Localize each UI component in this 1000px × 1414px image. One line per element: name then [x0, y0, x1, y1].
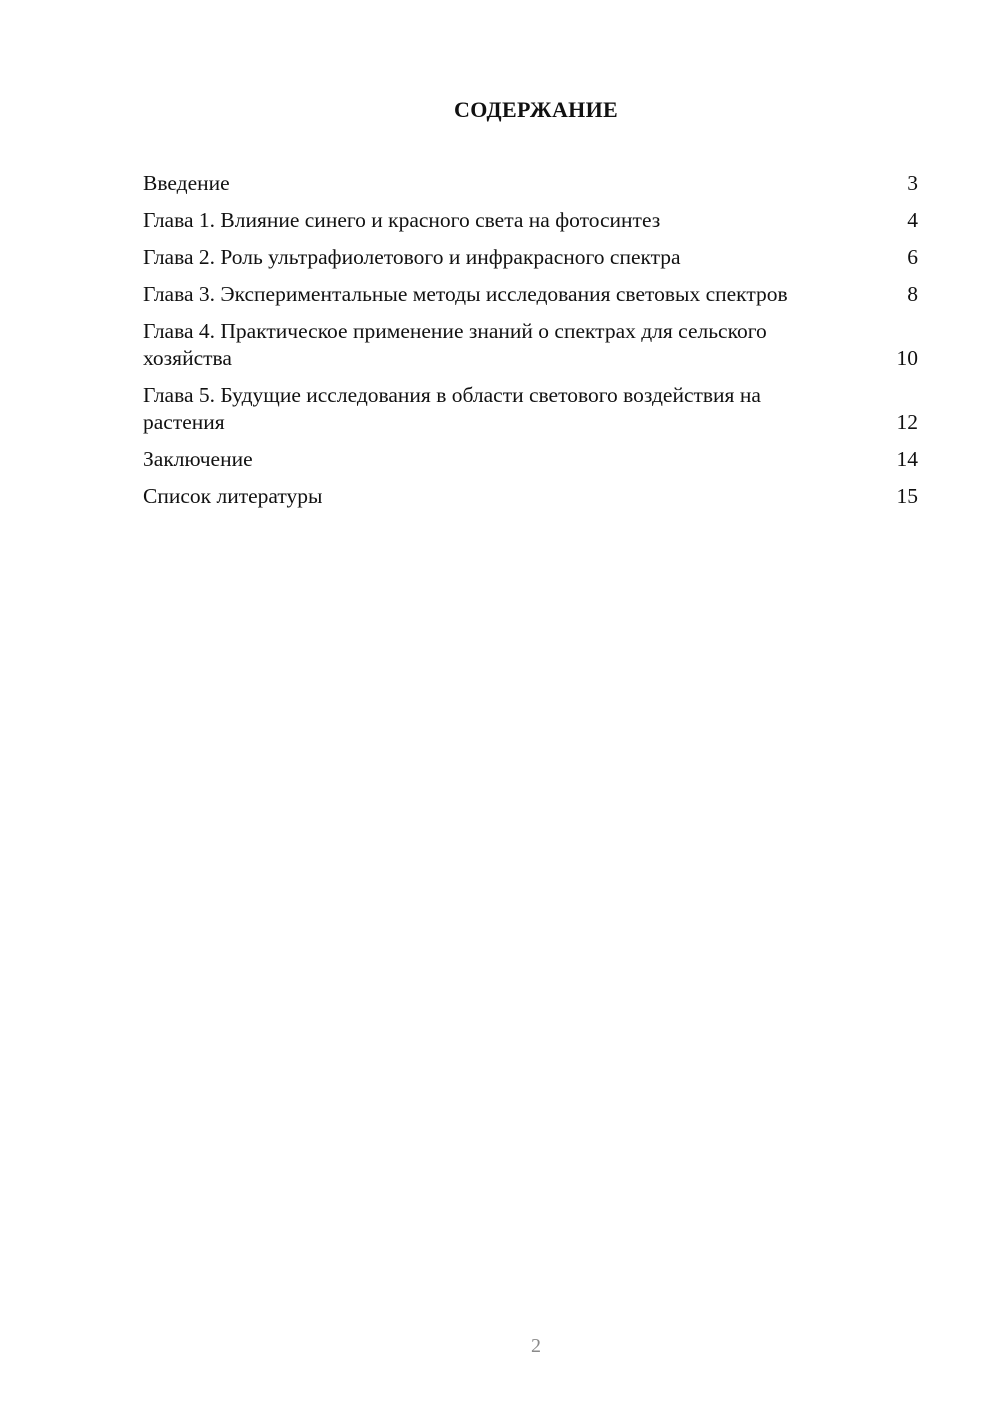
toc-entry-introduction	[143, 170, 918, 197]
toc-entry-text: Глава 2. Роль ультрафиолетового и инфракрасного спектра	[143, 245, 681, 269]
toc-entry-page: 3	[907, 171, 918, 195]
toc-entry-conclusion	[143, 446, 918, 473]
toc-entry-page: 6	[907, 245, 918, 269]
toc-entry-page: 10	[896, 346, 918, 370]
toc-entry-text: Глава 1. Влияние синего и красного света на фотосинтез	[143, 208, 661, 232]
page-number: 2	[531, 1335, 541, 1357]
toc-entry-text: Глава 4. Практическое применение знаний о спектрах для сельского хозяйства	[143, 319, 767, 370]
toc-entry-page: 12	[896, 410, 918, 434]
toc-entry-page: 4	[907, 208, 918, 232]
toc-entry-chapter-5	[143, 382, 918, 436]
toc-entry-text: Глава 5. Будущие исследования в области светового воздействия на растения	[143, 383, 761, 434]
toc-entry-text: Заключение	[143, 447, 253, 471]
toc-entry-chapter-2	[143, 244, 918, 271]
toc-entry-page: 8	[907, 282, 918, 306]
table-of-contents	[143, 170, 918, 520]
toc-entry-page: 15	[896, 484, 918, 508]
toc-entry-references	[143, 483, 918, 510]
toc-entry-text: Глава 3. Экспериментальные методы исследования световых спектров	[143, 282, 788, 306]
toc-entry-chapter-4	[143, 318, 918, 372]
toc-entry-page: 14	[896, 447, 918, 471]
toc-entry-text: Список литературы	[143, 484, 323, 508]
toc-title: СОДЕРЖАНИЕ	[454, 97, 618, 122]
toc-entry-chapter-1	[143, 207, 918, 234]
toc-entry-chapter-3	[143, 281, 918, 308]
toc-entry-text: Введение	[143, 171, 230, 195]
